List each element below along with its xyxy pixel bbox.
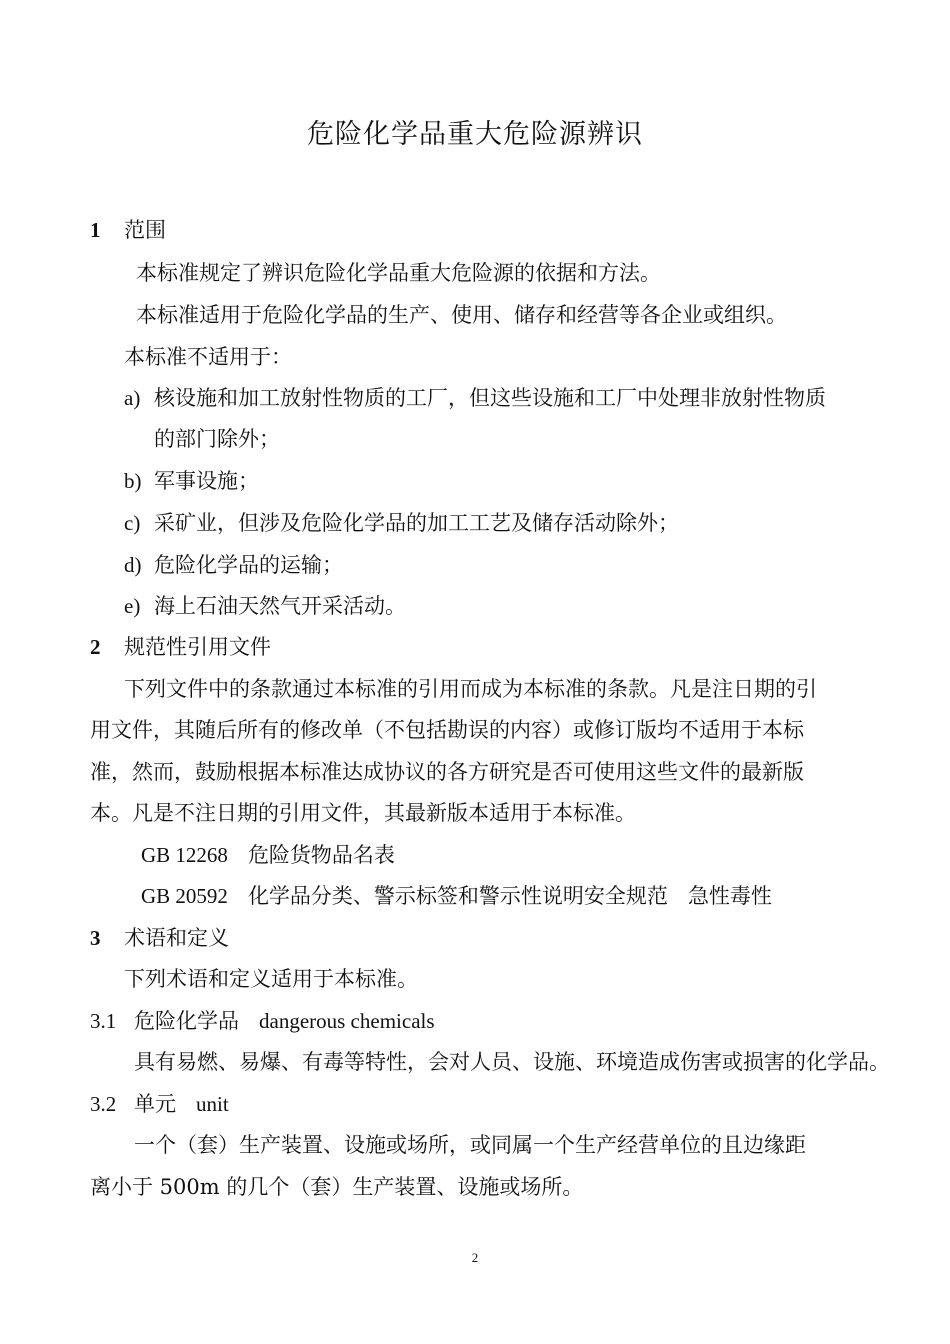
paragraph-5: 下列术语和定义适用于本标准。 — [124, 967, 418, 991]
section-3-number: 3 — [90, 926, 101, 950]
list-item-label: e) — [124, 594, 141, 618]
paragraph-4-line-2: 用文件，其随后所有的修改单（不包括勘误的内容）或修订版均不适用于本标 — [90, 718, 804, 742]
section-3-title: 术语和定义 — [124, 926, 229, 950]
definition-term-en: dangerous chemicals — [259, 1009, 435, 1033]
list-item-label: a) — [124, 386, 141, 410]
definition-3-2-text-line-1: 一个（套）生产装置、设施或场所，或同属一个生产经营单位的且边缘距 — [134, 1133, 806, 1157]
definition-number: 3.2 — [90, 1092, 117, 1116]
list-item-b — [124, 466, 259, 496]
list-item-text: 核设施和加工放射性物质的工厂，但这些设施和工厂中处理非放射性物质 — [154, 386, 826, 410]
list-item-text: 采矿业，但涉及危险化学品的加工工艺及储存活动除外； — [154, 511, 679, 535]
section-2-heading — [90, 632, 271, 662]
list-item-text: 军事设施； — [154, 469, 259, 493]
definition-3-1-text: 具有易燃、易爆、有毒等特性，会对人员、设施、环境造成伤害或损害的化学品。 — [134, 1050, 890, 1074]
definition-3-1-heading — [90, 1006, 435, 1036]
reference-code: GB 20592 — [141, 884, 228, 908]
list-item-text: 危险化学品的运输； — [154, 553, 343, 577]
paragraph-2: 本标准适用于危险化学品的生产、使用、储存和经营等各企业或组织。 — [136, 303, 787, 327]
paragraph-4-line-1: 下列文件中的条款通过本标准的引用而成为本标准的条款。凡是注日期的引 — [124, 677, 817, 701]
page-number: 2 — [471, 1250, 479, 1265]
list-item-label: c) — [124, 511, 141, 535]
section-1-heading — [90, 215, 166, 245]
document-title: 危险化学品重大危险源辨识 — [307, 119, 643, 150]
reference-code: GB 12268 — [141, 843, 228, 867]
list-item-c — [124, 508, 679, 538]
section-3-heading — [90, 923, 229, 953]
list-item-a-continuation: 的部门除外； — [154, 427, 280, 451]
reference-2 — [141, 881, 772, 911]
definition-term: 单元 — [134, 1092, 176, 1116]
section-1-number: 1 — [90, 218, 101, 242]
definition-number: 3.1 — [90, 1009, 117, 1033]
paragraph-1: 本标准规定了辨识危险化学品重大危险源的依据和方法。 — [136, 261, 661, 285]
paragraph-3: 本标准不适用于： — [124, 345, 292, 369]
list-item-label: d) — [124, 553, 142, 577]
section-2-number: 2 — [90, 635, 101, 659]
list-item-a — [124, 383, 826, 413]
list-item-d — [124, 550, 343, 580]
definition-term: 危险化学品 — [134, 1009, 239, 1033]
reference-name: 化学品分类、警示标签和警示性说明安全规范 — [247, 884, 668, 908]
section-1-title: 范围 — [124, 218, 166, 242]
definition-3-2-text-line-2: 离小于 500m 的几个（套）生产装置、设施或场所。 — [90, 1175, 584, 1199]
reference-name: 危险货物品名表 — [247, 843, 395, 867]
reference-extra: 急性毒性 — [687, 884, 772, 908]
list-item-e — [124, 591, 406, 621]
section-2-title: 规范性引用文件 — [124, 635, 271, 659]
paragraph-4-line-3: 准，然而，鼓励根据本标准达成协议的各方研究是否可使用这些文件的最新版 — [90, 760, 804, 784]
reference-1 — [141, 840, 395, 870]
paragraph-4-line-4: 本。凡是不注日期的引用文件，其最新版本适用于本标准。 — [90, 801, 636, 825]
definition-3-2-heading — [90, 1089, 229, 1119]
definition-term-en: unit — [196, 1092, 229, 1116]
list-item-label: b) — [124, 469, 142, 493]
list-item-text: 海上石油天然气开采活动。 — [154, 594, 406, 618]
